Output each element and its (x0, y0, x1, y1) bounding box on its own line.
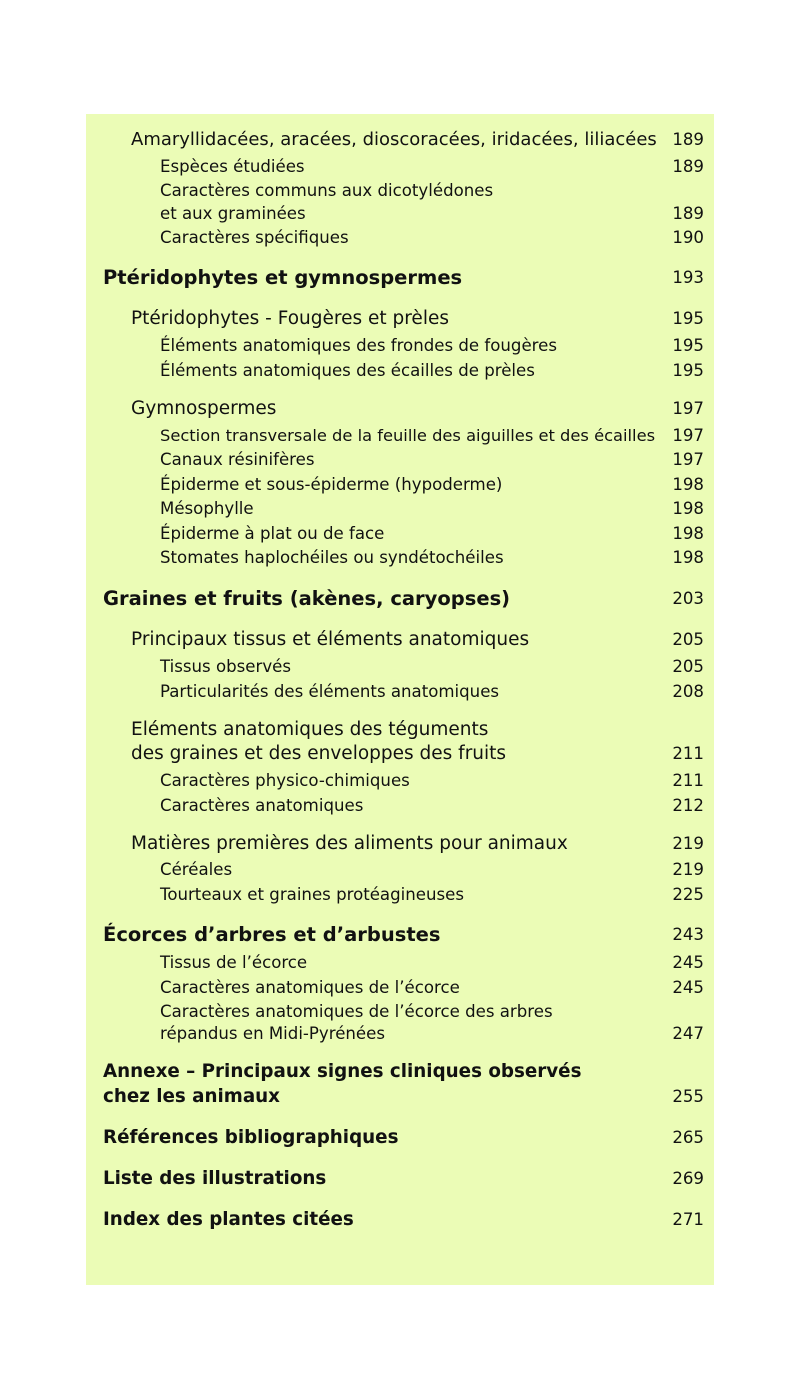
toc-section-page: 205 (672, 630, 704, 649)
table-of-contents-panel (86, 114, 714, 1285)
toc-entry[interactable] (86, 858, 714, 882)
toc-entry-title: Tourteaux et graines protéagineuses (160, 885, 464, 904)
toc-entry[interactable] (86, 128, 714, 152)
toc-entry-page: 245 (672, 978, 704, 997)
toc-entry[interactable] (86, 448, 714, 472)
toc-entry-title-line2: et aux graminées (160, 204, 306, 223)
toc-entry-title-line2: répandus en Midi-Pyrénées (160, 1024, 385, 1043)
toc-entry[interactable] (86, 769, 714, 793)
toc-entry[interactable] (86, 1022, 714, 1046)
toc-entry-page: 198 (672, 475, 704, 494)
toc-section-title: Gymnospermes (131, 398, 277, 419)
toc-entry[interactable] (86, 497, 714, 521)
toc-section-title-line2: des graines et des enveloppes des fruits (131, 743, 507, 764)
toc-entry-page: 198 (672, 524, 704, 543)
toc-chapter-page: 255 (672, 1087, 704, 1106)
toc-section-title: Ptéridophytes - Fougères et prèles (131, 308, 449, 329)
toc-entry-title: Canaux résinifères (160, 450, 315, 469)
toc-chapter[interactable] (86, 1167, 714, 1191)
toc-entry-title: Éléments anatomiques des frondes de fougères (160, 336, 557, 355)
toc-chapter-title: Ptéridophytes et gymnospermes (103, 266, 463, 289)
toc-chapter-title-line1: Annexe – Principaux signes cliniques observés (103, 1061, 582, 1082)
toc-chapter[interactable] (86, 1126, 714, 1150)
toc-chapter[interactable] (86, 1085, 714, 1109)
toc-entry-page: 198 (672, 499, 704, 518)
toc-entry-page: 245 (672, 953, 704, 972)
toc-entry-title: Particularités des éléments anatomiques (160, 682, 500, 701)
toc-entry-title: Amaryllidacées, aracées, dioscoracées, iridacées, liliacées (131, 129, 657, 150)
toc-entry[interactable] (86, 1000, 714, 1024)
toc-entry-title: Caractères anatomiques de l’écorce (160, 978, 460, 997)
toc-entry-page: 195 (672, 336, 704, 355)
toc-section[interactable] (86, 628, 714, 652)
toc-entry-title: Céréales (160, 860, 233, 879)
toc-entry-title-line1: Caractères anatomiques de l’écorce des arbres (160, 1002, 553, 1021)
toc-section-page: 195 (672, 309, 704, 328)
toc-entry-page: 198 (672, 548, 704, 567)
toc-entry[interactable] (86, 794, 714, 818)
toc-chapter-title: Écorces d’arbres et d’arbustes (103, 923, 441, 946)
toc-section-title: Matières premières des aliments pour animaux (131, 833, 568, 854)
toc-entry-page: 197 (672, 450, 704, 469)
toc-chapter-title-line2: chez les animaux (103, 1086, 280, 1107)
toc-entry-title: Éléments anatomiques des écailles de prèles (160, 361, 535, 380)
toc-entry-page: 205 (672, 657, 704, 676)
toc-entry-title: Section transversale de la feuille des aiguilles et des écailles (160, 426, 656, 445)
toc-entry-title: Mésophylle (160, 499, 254, 518)
toc-entry-page: 208 (672, 682, 704, 701)
toc-entry[interactable] (86, 655, 714, 679)
toc-entry-title-line1: Caractères communs aux dicotylédones (160, 181, 494, 200)
toc-entry-title: Épiderme à plat ou de face (160, 524, 385, 543)
toc-entry[interactable] (86, 202, 714, 226)
toc-entry[interactable] (86, 334, 714, 358)
toc-entry[interactable] (86, 155, 714, 179)
toc-chapter[interactable] (86, 266, 714, 290)
toc-entry-page: 195 (672, 361, 704, 380)
toc-entry-title: Caractères physico-chimiques (160, 771, 410, 790)
toc-entry[interactable] (86, 522, 714, 546)
toc-entry[interactable] (86, 976, 714, 1000)
toc-entry-page: 197 (672, 426, 704, 445)
toc-chapter-title: Liste des illustrations (103, 1168, 327, 1189)
toc-entry-title: Tissus observés (160, 657, 291, 676)
toc-entry-page: 212 (672, 796, 704, 815)
toc-section-title-line1: Eléments anatomiques des téguments (131, 719, 489, 740)
toc-chapter[interactable] (86, 1208, 714, 1232)
toc-chapter-page: 193 (672, 268, 704, 287)
toc-section[interactable] (86, 742, 714, 766)
toc-section[interactable] (86, 718, 714, 742)
toc-section-page: 219 (672, 834, 704, 853)
toc-entry[interactable] (86, 359, 714, 383)
toc-entry-title: Caractères spécifiques (160, 228, 349, 247)
toc-entry-page: 219 (672, 860, 704, 879)
toc-entry-page: 247 (672, 1024, 704, 1043)
toc-entry-page: 189 (672, 157, 704, 176)
toc-entry-title: Tissus de l’écorce (160, 953, 308, 972)
toc-entry[interactable] (86, 680, 714, 704)
toc-entry[interactable] (86, 424, 714, 448)
toc-section[interactable] (86, 832, 714, 856)
toc-entry-page: 190 (672, 228, 704, 247)
toc-chapter-page: 243 (672, 925, 704, 944)
toc-chapter-title: Références bibliographiques (103, 1127, 399, 1148)
toc-entry[interactable] (86, 473, 714, 497)
toc-entry-page: 189 (672, 204, 704, 223)
toc-entry-page: 211 (672, 771, 704, 790)
toc-chapter[interactable] (86, 587, 714, 611)
toc-entry-page: 189 (672, 130, 704, 149)
toc-chapter-title: Index des plantes citées (103, 1209, 354, 1230)
toc-section[interactable] (86, 397, 714, 421)
toc-section-title: Principaux tissus et éléments anatomiques (131, 629, 530, 650)
toc-chapter-page: 203 (672, 589, 704, 608)
toc-entry[interactable] (86, 226, 714, 250)
toc-section-page: 211 (672, 744, 704, 763)
toc-entry[interactable] (86, 883, 714, 907)
toc-entry-page: 225 (672, 885, 704, 904)
toc-section[interactable] (86, 307, 714, 331)
toc-entry-title: Stomates haplochéiles ou syndétochéiles (160, 548, 504, 567)
toc-chapter[interactable] (86, 1060, 714, 1084)
toc-chapter-page: 271 (672, 1210, 704, 1229)
toc-entry-title: Épiderme et sous-épiderme (hypoderme) (160, 475, 503, 494)
toc-entry-title: Caractères anatomiques (160, 796, 364, 815)
toc-entry[interactable] (86, 179, 714, 203)
toc-entry-title: Espèces étudiées (160, 157, 305, 176)
toc-section-page: 197 (672, 399, 704, 418)
toc-entry[interactable] (86, 951, 714, 975)
toc-entry[interactable] (86, 546, 714, 570)
toc-chapter[interactable] (86, 923, 714, 947)
toc-chapter-title: Graines et fruits (akènes, caryopses) (103, 587, 511, 610)
toc-chapter-page: 265 (672, 1128, 704, 1147)
toc-chapter-page: 269 (672, 1169, 704, 1188)
